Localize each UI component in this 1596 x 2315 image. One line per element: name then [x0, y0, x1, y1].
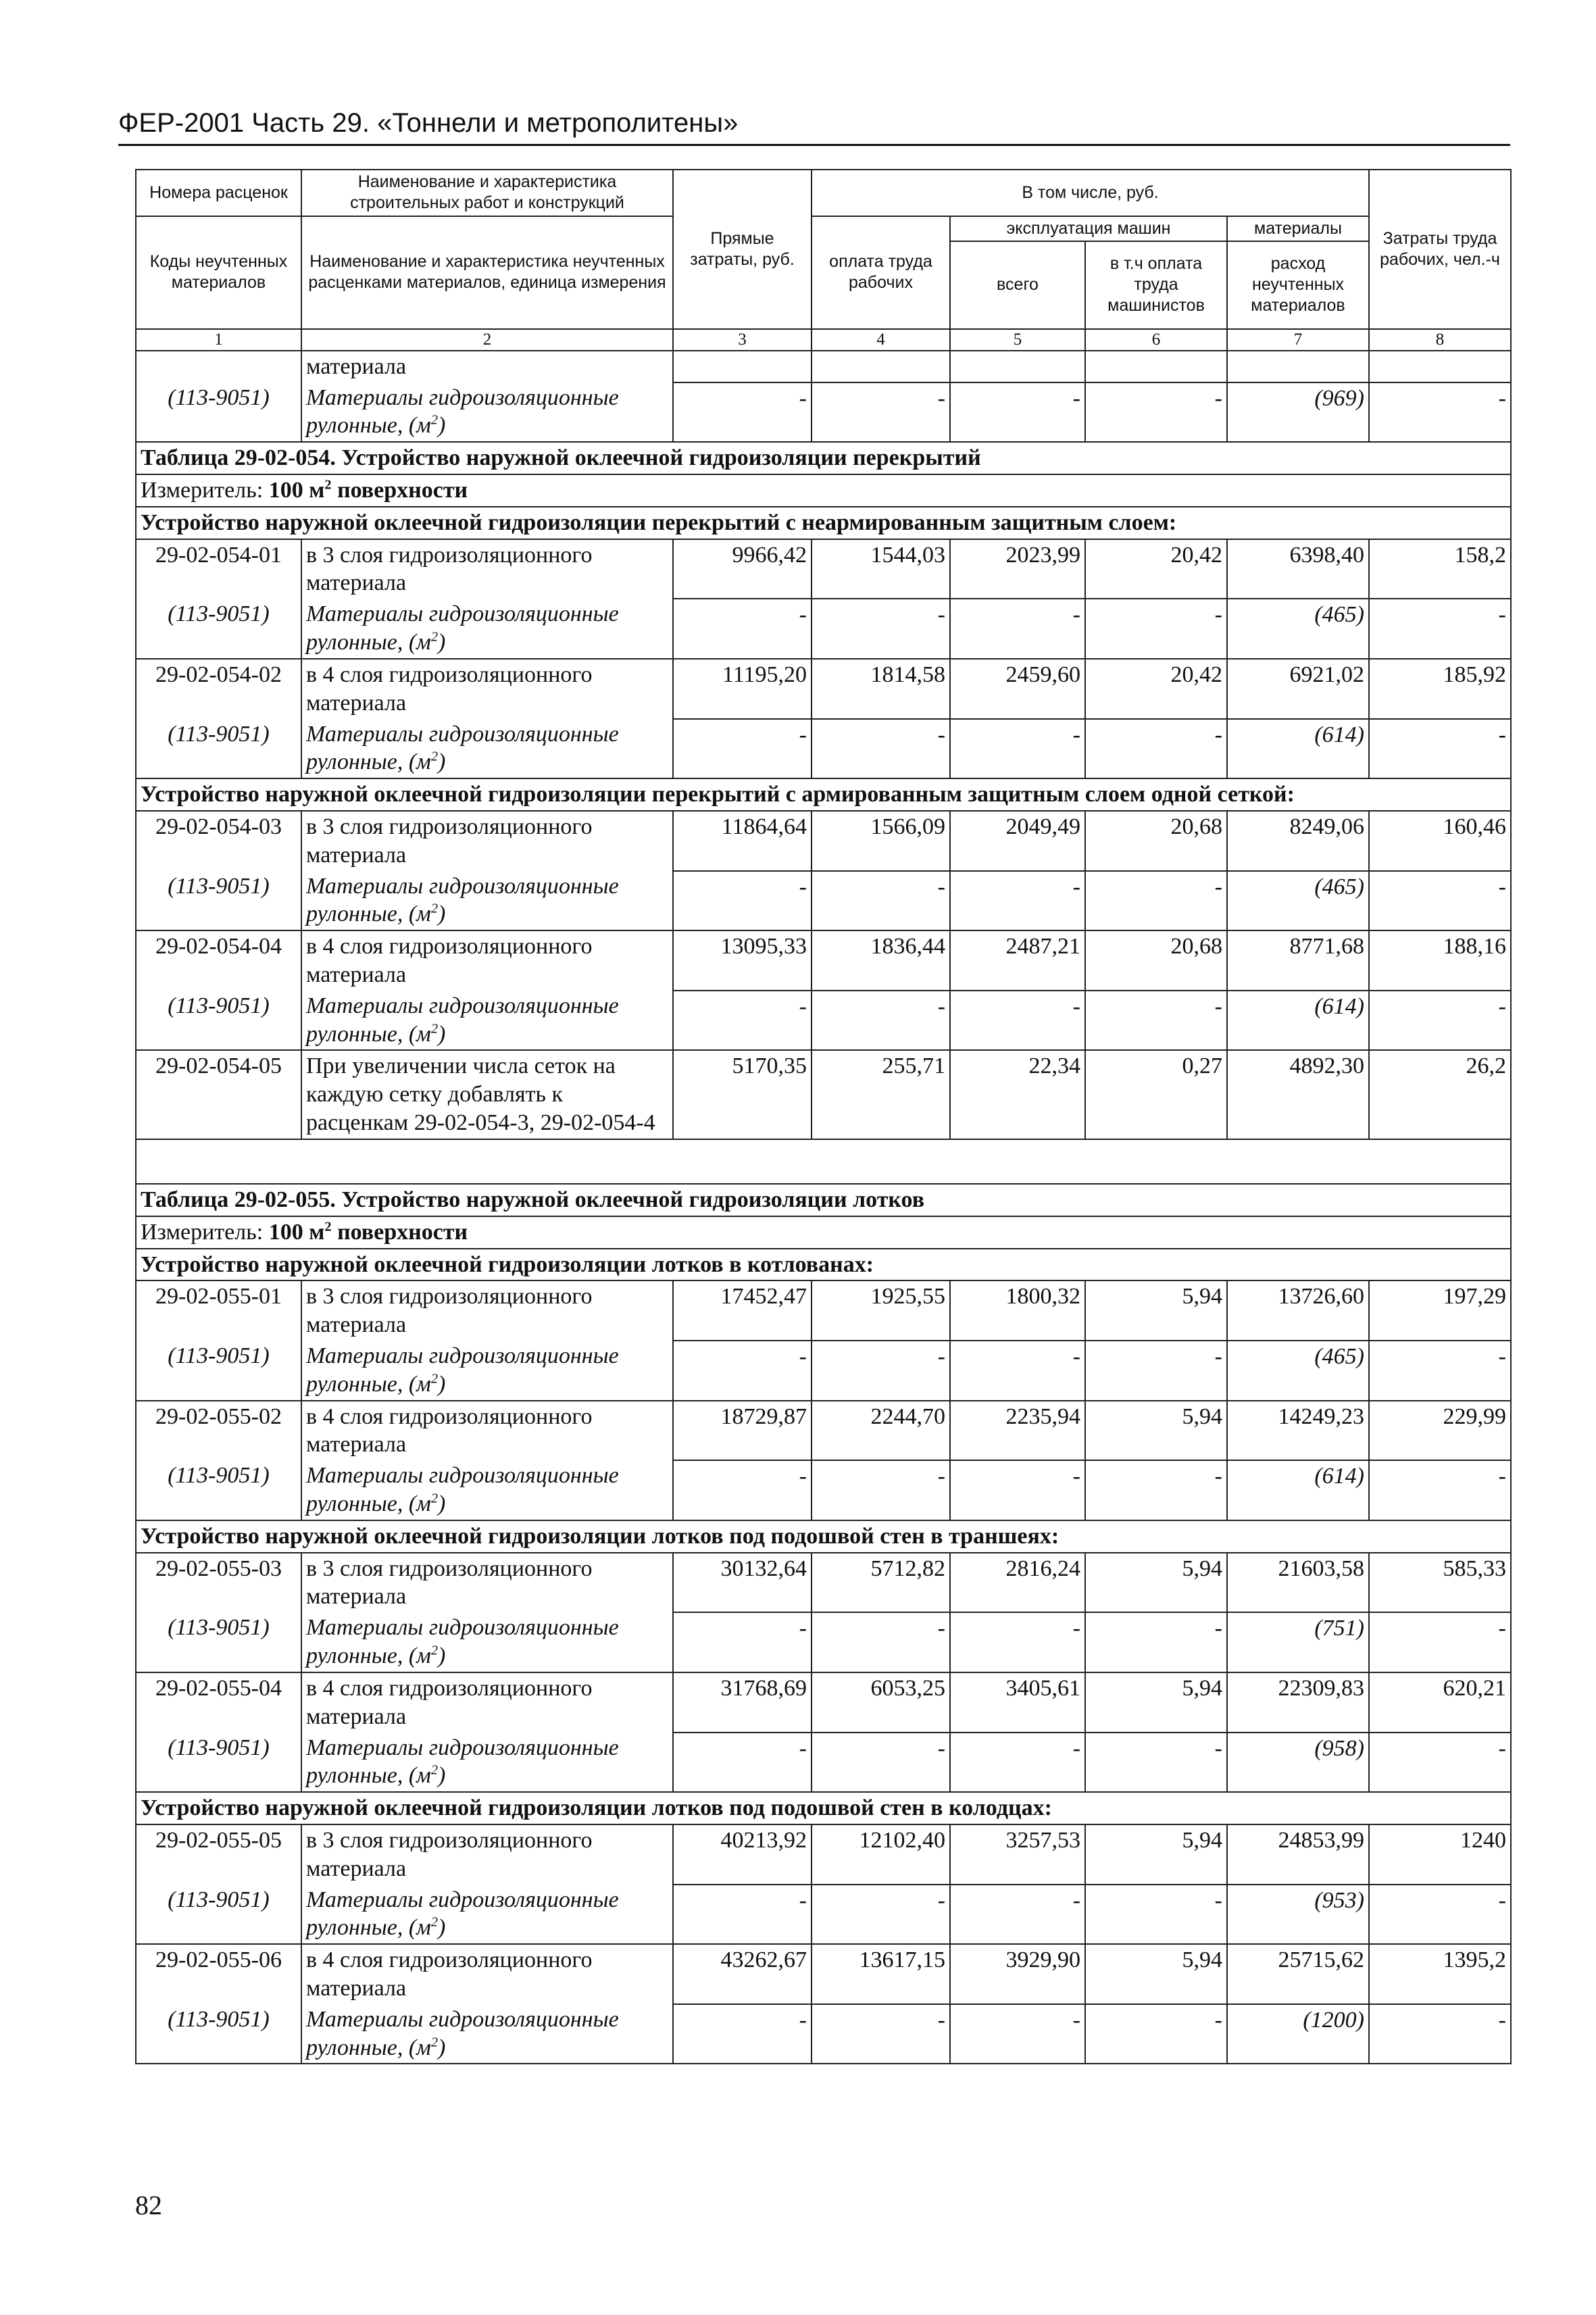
- material-value: (465): [1227, 1341, 1369, 1401]
- material-value: -: [1085, 1733, 1227, 1793]
- col-header-materials: материалы: [1227, 216, 1369, 241]
- rates-table: [135, 169, 1512, 2064]
- material-value: -: [1085, 382, 1227, 443]
- material-row: [136, 1612, 1511, 1672]
- carryover-row: [136, 351, 1511, 382]
- rate-value: 8249,06: [1227, 811, 1369, 871]
- rate-value: 1814,58: [812, 659, 950, 719]
- material-value: -: [1085, 991, 1227, 1051]
- rate-value: 197,29: [1369, 1280, 1511, 1341]
- material-value: -: [673, 1885, 812, 1945]
- rate-name: в 3 слоя гидроизоляционного материала: [301, 1824, 673, 1885]
- rate-value: 20,42: [1085, 539, 1227, 599]
- material-value: (751): [1227, 1612, 1369, 1672]
- rate-value: 6053,25: [812, 1672, 950, 1733]
- rate-value: 0,27: [1085, 1050, 1227, 1139]
- rate-value: 2244,70: [812, 1401, 950, 1461]
- rates-table-frame: [135, 169, 1510, 2064]
- material-name: Материалы гидроизоляционные рулонные, $(м^2)$: [301, 1733, 673, 1793]
- rate-value: 13095,33: [673, 930, 812, 991]
- material-code: (113-9051): [136, 1885, 301, 1945]
- rate-row: [136, 1944, 1511, 2004]
- rate-code: 29-02-054-05: [136, 1050, 301, 1139]
- col-header-labor-hours: Затраты труда рабочих, чел.-ч: [1369, 170, 1511, 329]
- rate-row: [136, 811, 1511, 871]
- material-value: -: [673, 1733, 812, 1793]
- rate-value: 6921,02: [1227, 659, 1369, 719]
- section-heading-row: [136, 1249, 1511, 1281]
- page-header: ФЕР-2001 Часть 29. «Тоннели и метрополитены»: [118, 108, 1510, 146]
- material-value: -: [673, 1460, 812, 1520]
- material-code: (113-9051): [136, 991, 301, 1051]
- column-number: 4: [812, 329, 950, 351]
- material-value: (614): [1227, 991, 1369, 1051]
- rate-name: При увеличении числа сеток на каждую сетку добавлять к расценкам 29-02-054-3, 29-02-054-4: [301, 1050, 673, 1139]
- rate-code: 29-02-055-02: [136, 1401, 301, 1461]
- material-row: [136, 1885, 1511, 1945]
- material-value: -: [1369, 871, 1511, 931]
- material-value: -: [950, 719, 1085, 779]
- rate-value: 26,2: [1369, 1050, 1511, 1139]
- col-header-codes-bottom: Коды неучтенных материалов: [136, 216, 301, 329]
- col-header-wages: оплата труда рабочих: [812, 216, 950, 329]
- material-value: (958): [1227, 1733, 1369, 1793]
- rate-row: [136, 1401, 1511, 1461]
- rate-name: в 4 слоя гидроизоляционного материала: [301, 1401, 673, 1461]
- material-value: (465): [1227, 599, 1369, 659]
- material-value: -: [673, 1612, 812, 1672]
- rate-value: 6398,40: [1227, 539, 1369, 599]
- rate-name: в 4 слоя гидроизоляционного материала: [301, 930, 673, 991]
- material-value: -: [950, 2004, 1085, 2064]
- rate-row: [136, 659, 1511, 719]
- material-value: -: [1085, 719, 1227, 779]
- rate-value: 185,92: [1369, 659, 1511, 719]
- units-value: 100 $м^2$ поверхности: [268, 477, 468, 503]
- rate-value: 40213,92: [673, 1824, 812, 1885]
- material-value: -: [812, 1885, 950, 1945]
- rate-value: 12102,40: [812, 1824, 950, 1885]
- col-header-material-consumption: расход неучтенных материалов: [1227, 241, 1369, 329]
- material-value: -: [950, 991, 1085, 1051]
- rate-name: в 3 слоя гидроизоляционного материала: [301, 1553, 673, 1613]
- material-value: -: [1369, 599, 1511, 659]
- rate-name: в 4 слоя гидроизоляционного материала: [301, 1672, 673, 1733]
- rate-value: 5712,82: [812, 1553, 950, 1613]
- material-value: -: [673, 382, 812, 443]
- rate-value: 160,46: [1369, 811, 1511, 871]
- rate-value: 11864,64: [673, 811, 812, 871]
- col-header-operator-wages: в т.ч оплата труда машинистов: [1085, 241, 1227, 329]
- spacer-row: [136, 1139, 1511, 1184]
- column-number-row: [136, 329, 1511, 351]
- rate-value: 5,94: [1085, 1944, 1227, 2004]
- section-heading: Устройство наружной оклеечной гидроизоляции перекрытий с неармированным защитным слоем:: [136, 507, 1511, 539]
- material-code: (113-9051): [136, 599, 301, 659]
- section-heading: Устройство наружной оклеечной гидроизоляции лотков под подошвой стен в траншеях:: [136, 1520, 1511, 1553]
- rate-value: 1836,44: [812, 930, 950, 991]
- material-value: -: [950, 1612, 1085, 1672]
- material-value: -: [673, 871, 812, 931]
- material-value: (969): [1227, 382, 1369, 443]
- section-heading-row: [136, 1520, 1511, 1553]
- material-value: -: [950, 599, 1085, 659]
- rate-value: 22,34: [950, 1050, 1085, 1139]
- column-number: 6: [1085, 329, 1227, 351]
- rate-value: 24853,99: [1227, 1824, 1369, 1885]
- material-code: (113-9051): [136, 1341, 301, 1401]
- section-heading-row: [136, 778, 1511, 811]
- material-value: -: [673, 1341, 812, 1401]
- material-value: -: [812, 1612, 950, 1672]
- material-code: (113-9051): [136, 1733, 301, 1793]
- rate-value: 20,68: [1085, 811, 1227, 871]
- column-number: 3: [673, 329, 812, 351]
- material-value: -: [812, 1460, 950, 1520]
- material-value: -: [1369, 991, 1511, 1051]
- rate-value: 5,94: [1085, 1280, 1227, 1341]
- rate-value: 13726,60: [1227, 1280, 1369, 1341]
- material-row: [136, 719, 1511, 779]
- rate-value: 3405,61: [950, 1672, 1085, 1733]
- material-value: -: [1369, 1341, 1511, 1401]
- material-value: -: [812, 719, 950, 779]
- carryover-description: материала: [301, 351, 673, 382]
- material-value: -: [812, 1733, 950, 1793]
- material-value: -: [1369, 1612, 1511, 1672]
- material-value: (614): [1227, 719, 1369, 779]
- rate-value: 5,94: [1085, 1401, 1227, 1461]
- material-code: (113-9051): [136, 382, 301, 443]
- material-value: -: [950, 1341, 1085, 1401]
- material-row: [136, 599, 1511, 659]
- material-value: -: [1085, 2004, 1227, 2064]
- section-heading: Устройство наружной оклеечной гидроизоляции лотков в котлованах:: [136, 1249, 1511, 1281]
- rate-value: 5170,35: [673, 1050, 812, 1139]
- column-number: 1: [136, 329, 301, 351]
- rate-value: 2459,60: [950, 659, 1085, 719]
- section-heading-row: [136, 507, 1511, 539]
- units-label: Измеритель:: [141, 478, 264, 503]
- rate-value: 2487,21: [950, 930, 1085, 991]
- material-name: Материалы гидроизоляционные рулонные, $(м^2)$: [301, 871, 673, 931]
- col-header-machines-total: всего: [950, 241, 1085, 329]
- material-value: (1200): [1227, 2004, 1369, 2064]
- rate-value: 14249,23: [1227, 1401, 1369, 1461]
- material-value: -: [1369, 2004, 1511, 2064]
- rate-row: [136, 1824, 1511, 1885]
- material-name: Материалы гидроизоляционные рулонные, $(м^2)$: [301, 719, 673, 779]
- rate-value: 21603,58: [1227, 1553, 1369, 1613]
- rate-value: 585,33: [1369, 1553, 1511, 1613]
- material-value: -: [812, 2004, 950, 2064]
- table-head: [136, 170, 1511, 351]
- material-name: Материалы гидроизоляционные рулонные, $(м^2)$: [301, 991, 673, 1051]
- units-row: [136, 1216, 1511, 1249]
- rate-value: 229,99: [1369, 1401, 1511, 1461]
- rate-code: 29-02-055-03: [136, 1553, 301, 1613]
- rate-value: 31768,69: [673, 1672, 812, 1733]
- rate-value: 11195,20: [673, 659, 812, 719]
- table-title-row: [136, 1184, 1511, 1216]
- rate-value: 30132,64: [673, 1553, 812, 1613]
- rate-value: 1566,09: [812, 811, 950, 871]
- spacer-cell: [136, 1139, 1511, 1184]
- rate-value: 3929,90: [950, 1944, 1085, 2004]
- units-line: [136, 474, 1511, 507]
- col-header-name-bottom: Наименование и характеристика неучтенных расценками материалов, единица измерения: [301, 216, 673, 329]
- material-value: -: [1085, 599, 1227, 659]
- material-value: -: [1085, 1460, 1227, 1520]
- rate-value: 255,71: [812, 1050, 950, 1139]
- material-value: -: [1369, 1460, 1511, 1520]
- rate-value: 1925,55: [812, 1280, 950, 1341]
- rate-row: [136, 930, 1511, 991]
- material-value: -: [812, 871, 950, 931]
- material-row: [136, 1460, 1511, 1520]
- material-value: (953): [1227, 1885, 1369, 1945]
- material-value: -: [812, 382, 950, 443]
- rate-code: 29-02-055-04: [136, 1672, 301, 1733]
- rate-code: 29-02-054-01: [136, 539, 301, 599]
- material-name: Материалы гидроизоляционные рулонные, $(м^2)$: [301, 1885, 673, 1945]
- material-code: (113-9051): [136, 719, 301, 779]
- rate-value: 20,68: [1085, 930, 1227, 991]
- material-name: Материалы гидроизоляционные рулонные, $(м^2)$: [301, 2004, 673, 2064]
- rate-value: 25715,62: [1227, 1944, 1369, 2004]
- section-heading-row: [136, 1792, 1511, 1824]
- column-number: 5: [950, 329, 1085, 351]
- material-name: Материалы гидроизоляционные рулонные, $(м^2)$: [301, 1341, 673, 1401]
- material-name: Материалы гидроизоляционные рулонные, $(м^2)$: [301, 599, 673, 659]
- material-row: [136, 2004, 1511, 2064]
- material-value: -: [1369, 719, 1511, 779]
- rate-value: 17452,47: [673, 1280, 812, 1341]
- material-value: -: [1085, 1885, 1227, 1945]
- material-value: -: [950, 1460, 1085, 1520]
- material-value: -: [1085, 1612, 1227, 1672]
- table-title: Таблица 29-02-054. Устройство наружной оклеечной гидроизоляции перекрытий: [136, 442, 1511, 474]
- rate-name: в 4 слоя гидроизоляционного материала: [301, 659, 673, 719]
- rate-value: 1544,03: [812, 539, 950, 599]
- material-value: -: [1369, 382, 1511, 443]
- rate-row: [136, 1672, 1511, 1733]
- rate-row: [136, 539, 1511, 599]
- rate-row: [136, 1280, 1511, 1341]
- col-header-codes-top: Номера расценок: [136, 170, 301, 216]
- material-value: -: [812, 599, 950, 659]
- rate-value: 158,2: [1369, 539, 1511, 599]
- material-value: -: [812, 1341, 950, 1401]
- units-line: [136, 1216, 1511, 1249]
- section-heading: Устройство наружной оклеечной гидроизоляции лотков под подошвой стен в колодцах:: [136, 1792, 1511, 1824]
- units-row: [136, 474, 1511, 507]
- material-value: -: [1369, 1885, 1511, 1945]
- section-heading: Устройство наружной оклеечной гидроизоляции перекрытий с армированным защитным слоем одной сеткой:: [136, 778, 1511, 811]
- rate-value: 188,16: [1369, 930, 1511, 991]
- material-value: -: [673, 2004, 812, 2064]
- rate-code: 29-02-054-03: [136, 811, 301, 871]
- material-value: -: [673, 991, 812, 1051]
- column-number: 7: [1227, 329, 1369, 351]
- material-row: [136, 871, 1511, 931]
- rate-name: в 3 слоя гидроизоляционного материала: [301, 811, 673, 871]
- rate-value: 18729,87: [673, 1401, 812, 1461]
- rate-value: 5,94: [1085, 1553, 1227, 1613]
- material-row: [136, 382, 1511, 443]
- rate-row: [136, 1050, 1511, 1139]
- rate-value: 9966,42: [673, 539, 812, 599]
- rate-value: 5,94: [1085, 1824, 1227, 1885]
- material-name: Материалы гидроизоляционные рулонные, $(м^2)$: [301, 382, 673, 443]
- rate-value: 2816,24: [950, 1553, 1085, 1613]
- table-body: [136, 351, 1511, 2064]
- material-value: (614): [1227, 1460, 1369, 1520]
- material-name: Материалы гидроизоляционные рулонные, $(м^2)$: [301, 1612, 673, 1672]
- rate-value: 2023,99: [950, 539, 1085, 599]
- material-value: -: [950, 871, 1085, 931]
- column-number: 2: [301, 329, 673, 351]
- material-value: -: [1085, 871, 1227, 931]
- rate-value: 1395,2: [1369, 1944, 1511, 2004]
- material-value: (465): [1227, 871, 1369, 931]
- material-value: -: [673, 599, 812, 659]
- material-value: -: [950, 382, 1085, 443]
- rate-code: 29-02-055-06: [136, 1944, 301, 2004]
- material-value: -: [673, 719, 812, 779]
- material-row: [136, 1341, 1511, 1401]
- material-value: -: [950, 1733, 1085, 1793]
- rate-code: 29-02-054-04: [136, 930, 301, 991]
- column-number: 8: [1369, 329, 1511, 351]
- table-title-row: [136, 442, 1511, 474]
- material-code: (113-9051): [136, 2004, 301, 2064]
- rate-row: [136, 1553, 1511, 1613]
- material-code: (113-9051): [136, 1612, 301, 1672]
- col-header-group: В том числе, руб.: [812, 170, 1369, 216]
- rate-value: 1800,32: [950, 1280, 1085, 1341]
- rate-code: 29-02-054-02: [136, 659, 301, 719]
- units-value: 100 $м^2$ поверхности: [268, 1219, 468, 1245]
- rate-name: в 4 слоя гидроизоляционного материала: [301, 1944, 673, 2004]
- rate-value: 22309,83: [1227, 1672, 1369, 1733]
- material-value: -: [1369, 1733, 1511, 1793]
- material-row: [136, 1733, 1511, 1793]
- col-header-name-top: Наименование и характеристика строительных работ и конструкций: [301, 170, 673, 216]
- rate-value: 1240: [1369, 1824, 1511, 1885]
- units-label: Измеритель:: [141, 1219, 264, 1245]
- material-value: -: [1085, 1341, 1227, 1401]
- rate-value: 3257,53: [950, 1824, 1085, 1885]
- rate-value: 8771,68: [1227, 930, 1369, 991]
- rate-value: 5,94: [1085, 1672, 1227, 1733]
- material-value: -: [812, 991, 950, 1051]
- rate-value: 20,42: [1085, 659, 1227, 719]
- rate-value: 620,21: [1369, 1672, 1511, 1733]
- material-row: [136, 991, 1511, 1051]
- material-code: (113-9051): [136, 871, 301, 931]
- table-title: Таблица 29-02-055. Устройство наружной оклеечной гидроизоляции лотков: [136, 1184, 1511, 1216]
- rate-value: 43262,67: [673, 1944, 812, 2004]
- material-value: -: [950, 1885, 1085, 1945]
- material-code: (113-9051): [136, 1460, 301, 1520]
- rate-name: в 3 слоя гидроизоляционного материала: [301, 539, 673, 599]
- rate-code: 29-02-055-01: [136, 1280, 301, 1341]
- material-name: Материалы гидроизоляционные рулонные, $(м^2)$: [301, 1460, 673, 1520]
- rate-code: 29-02-055-05: [136, 1824, 301, 1885]
- rate-name: в 3 слоя гидроизоляционного материала: [301, 1280, 673, 1341]
- rate-value: 2049,49: [950, 811, 1085, 871]
- rate-value: 4892,30: [1227, 1050, 1369, 1139]
- col-header-direct-costs: Прямые затраты, руб.: [673, 170, 812, 329]
- col-header-machines: эксплуатация машин: [950, 216, 1227, 241]
- page-number: 82: [135, 2190, 162, 2220]
- rate-value: 13617,15: [812, 1944, 950, 2004]
- rate-value: 2235,94: [950, 1401, 1085, 1461]
